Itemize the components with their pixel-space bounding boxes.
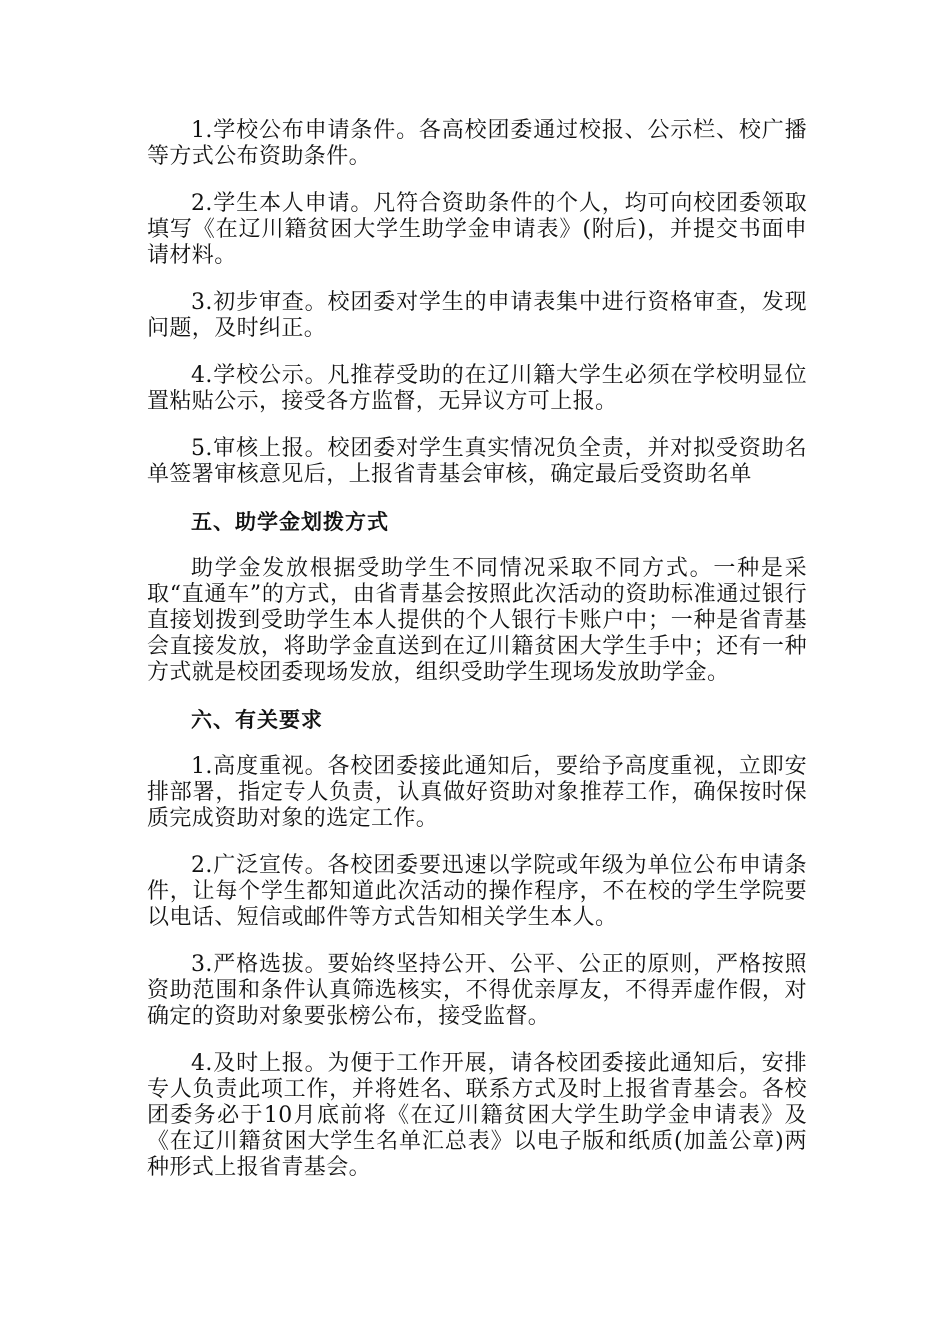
requirement-1-paragraph: 1.高度重视。各校团委接此通知后，要给予高度重视，立即安排部署，指定专人负责，认真做好资助对象推荐工作，确保按时保质完成资助对象的选定工作。: [147, 754, 807, 831]
section-5-heading: 五、助学金划拨方式: [191, 510, 389, 534]
document-page: [147, 118, 807, 1202]
step-2-paragraph: 2.学生本人申请。凡符合资助条件的个人，均可向校团委领取填写《在辽川籍贫困大学生助学金申请表》(附后)，并提交书面申请材料。: [147, 191, 807, 268]
requirement-3-paragraph: 3.严格选拔。要始终坚持公开、公平、公正的原则，严格按照资助范围和条件认真筛选核实，不得优亲厚友，不得弄虚作假，对确定的资助对象要张榜公布，接受监督。: [147, 952, 807, 1029]
requirement-4-paragraph: 4.及时上报。为便于工作开展，请各校团委接此通知后，安排专人负责此项工作，并将姓名、联系方式及时上报省青基会。各校团委务必于10月底前将《在辽川籍贫困大学生助学金申请表》及《在辽川籍贫困大学生名单汇总表》以电子版和纸质(加盖公章)两种形式上报省青基会。: [147, 1051, 807, 1180]
section-6-heading: 六、有关要求: [191, 708, 323, 732]
section-5-body: 助学金发放根据受助学生不同情况采取不同方式。一种是采取“直通车”的方式，由省青基会按照此次活动的资助标准通过银行直接划拨到受助学生本人提供的个人银行卡账户中；一种是省青基会直接发放，将助学金直送到在辽川籍贫困大学生手中；还有一种方式就是校团委现场发放，组织受助学生现场发放助学金。: [147, 556, 807, 685]
step-4-paragraph: 4.学校公示。凡推荐受助的在辽川籍大学生必须在学校明显位置粘贴公示，接受各方监督，无异议方可上报。: [147, 363, 807, 414]
requirement-2-paragraph: 2.广泛宣传。各校团委要迅速以学院或年级为单位公布申请条件，让每个学生都知道此次活动的操作程序，不在校的学生学院要以电话、短信或邮件等方式告知相关学生本人。: [147, 853, 807, 930]
step-5-paragraph: 5.审核上报。校团委对学生真实情况负全责，并对拟受资助名单签署审核意见后，上报省青基会审核，确定最后受资助名单: [147, 436, 807, 487]
step-3-paragraph: 3.初步审查。校团委对学生的申请表集中进行资格审查，发现问题，及时纠正。: [147, 290, 807, 341]
step-1-paragraph: 1.学校公布申请条件。各高校团委通过校报、公示栏、校广播等方式公布资助条件。: [147, 118, 807, 169]
